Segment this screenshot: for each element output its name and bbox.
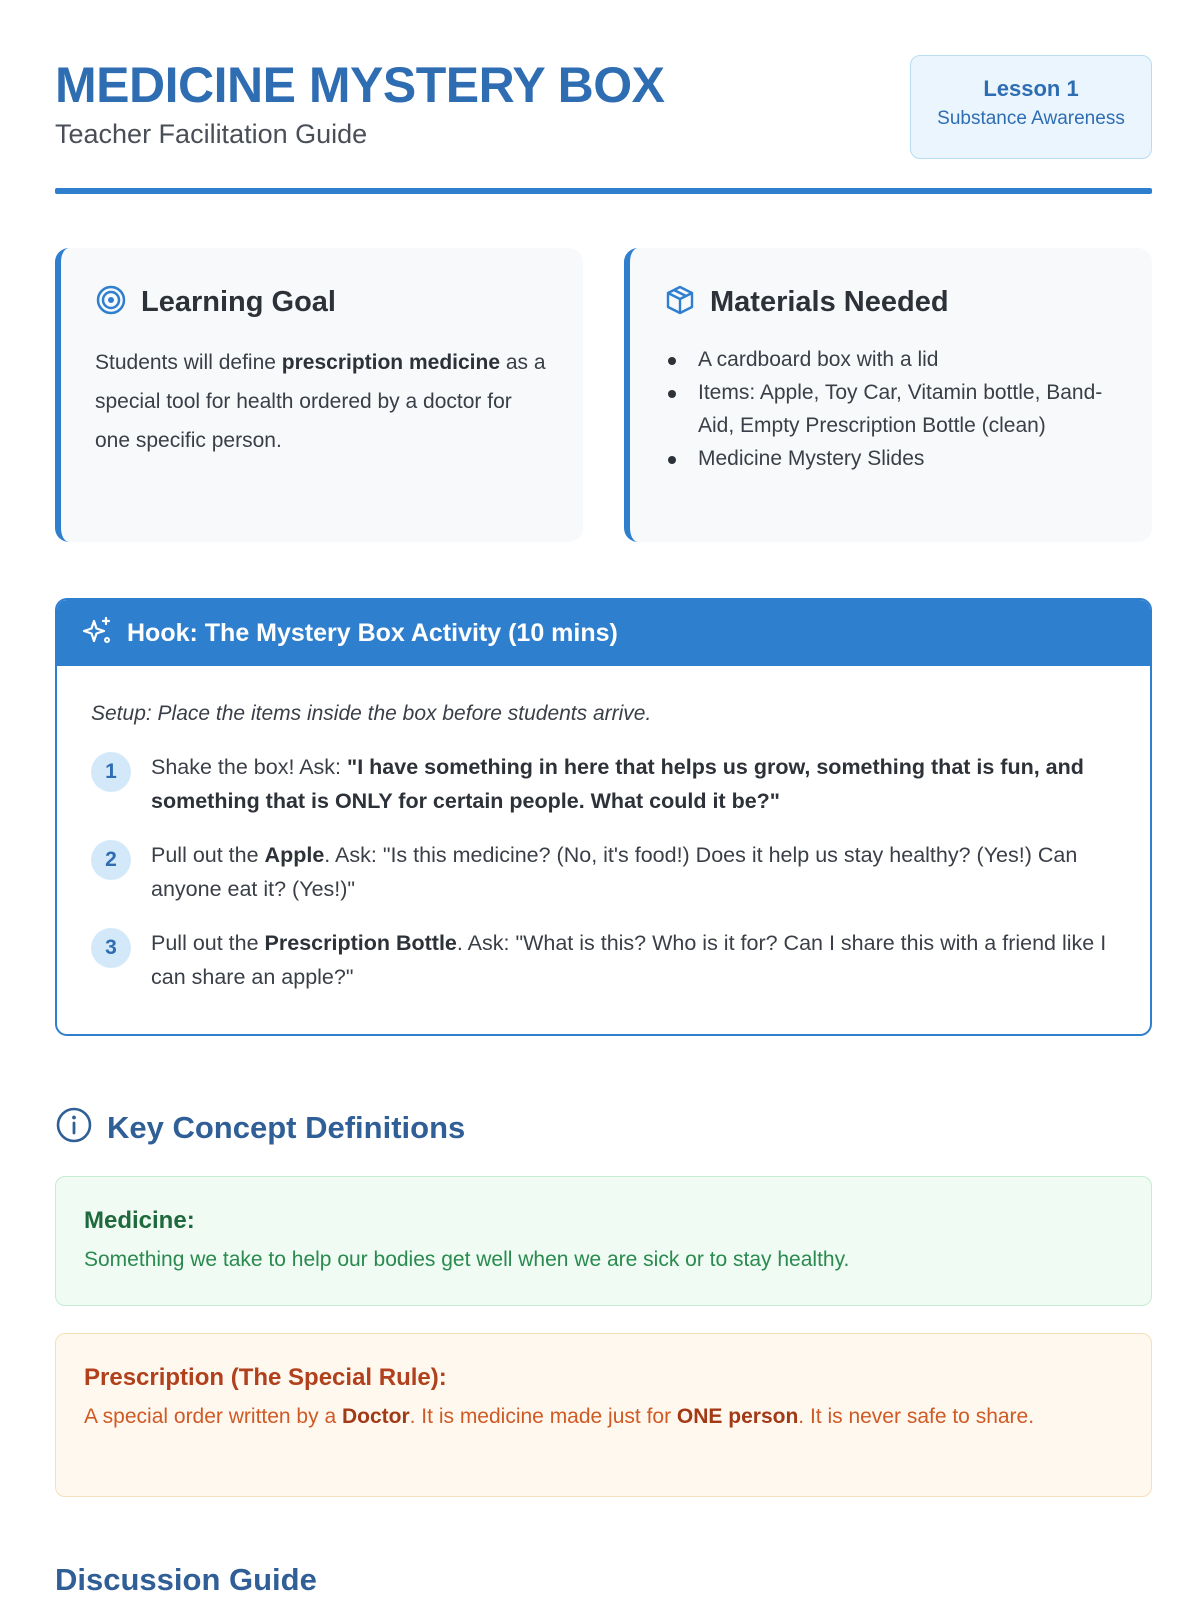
hook-step	[91, 926, 1114, 994]
key-concepts-heading	[55, 1106, 465, 1149]
hook-activity-card	[55, 598, 1152, 1036]
step-number: 3	[91, 928, 131, 968]
learning-goal-text: Students will define prescription medicine as a special tool for health ordered by a doctor for one specific person.	[95, 351, 546, 452]
list-item: Medicine Mystery Slides	[664, 442, 1118, 475]
hook-title: Hook: The Mystery Box Activity (10 mins)	[127, 618, 618, 647]
box-icon	[664, 284, 696, 321]
sparkles-icon	[81, 615, 113, 652]
learning-goal-title: Learning Goal	[141, 286, 336, 318]
step-number: 2	[91, 840, 131, 880]
learning-goal-card	[55, 248, 583, 542]
step-text: Shake the box! Ask: "I have something in here that helps us grow, something that is fun, and something that is ONLY for certain people. What could it be?"	[151, 755, 1084, 813]
page-subtitle: Teacher Facilitation Guide	[55, 119, 368, 149]
list-item: A cardboard box with a lid	[664, 343, 1118, 376]
target-icon	[95, 284, 127, 321]
list-item: Items: Apple, Toy Car, Vitamin bottle, Band-Aid, Empty Prescription Bottle (clean)	[664, 376, 1118, 442]
discussion-guide-heading: Discussion Guide	[55, 1562, 317, 1597]
page-title: MEDICINE MYSTERY BOX	[55, 57, 665, 113]
definition-text: Something we take to help our bodies get well when we are sick or to stay healthy.	[84, 1248, 850, 1271]
hook-step	[91, 838, 1114, 906]
info-icon	[55, 1106, 93, 1149]
step-text: Pull out the Prescription Bottle. Ask: "What is this? Who is it for? Can I share this with a friend like I can share an apple?"	[151, 931, 1107, 989]
materials-list	[664, 343, 1118, 475]
key-concepts-title: Key Concept Definitions	[107, 1109, 466, 1145]
lesson-topic: Substance Awareness	[937, 108, 1125, 129]
hook-setup-note: Setup: Place the items inside the box before students arrive.	[91, 702, 652, 725]
lesson-badge	[910, 55, 1152, 159]
page-header	[55, 55, 1152, 195]
lesson-number: Lesson 1	[983, 76, 1079, 101]
definition-text: A special order written by a Doctor. It is medicine made just for ONE person. It is never safe to share.	[84, 1405, 1035, 1428]
definition-term: Medicine:	[84, 1207, 195, 1234]
step-number: 1	[91, 752, 131, 792]
medicine-definition	[55, 1176, 1152, 1306]
materials-card	[624, 248, 1152, 542]
step-text: Pull out the Apple. Ask: "Is this medicine? (No, it's food!) Does it help us stay healthy? (Yes!) Can anyone eat it? (Yes!)"	[151, 843, 1078, 901]
hook-step	[91, 750, 1114, 818]
prescription-definition	[55, 1333, 1152, 1497]
hook-header	[57, 600, 1150, 666]
materials-title: Materials Needed	[710, 286, 949, 318]
definition-term: Prescription (The Special Rule):	[84, 1364, 447, 1391]
header-divider	[55, 188, 1152, 194]
